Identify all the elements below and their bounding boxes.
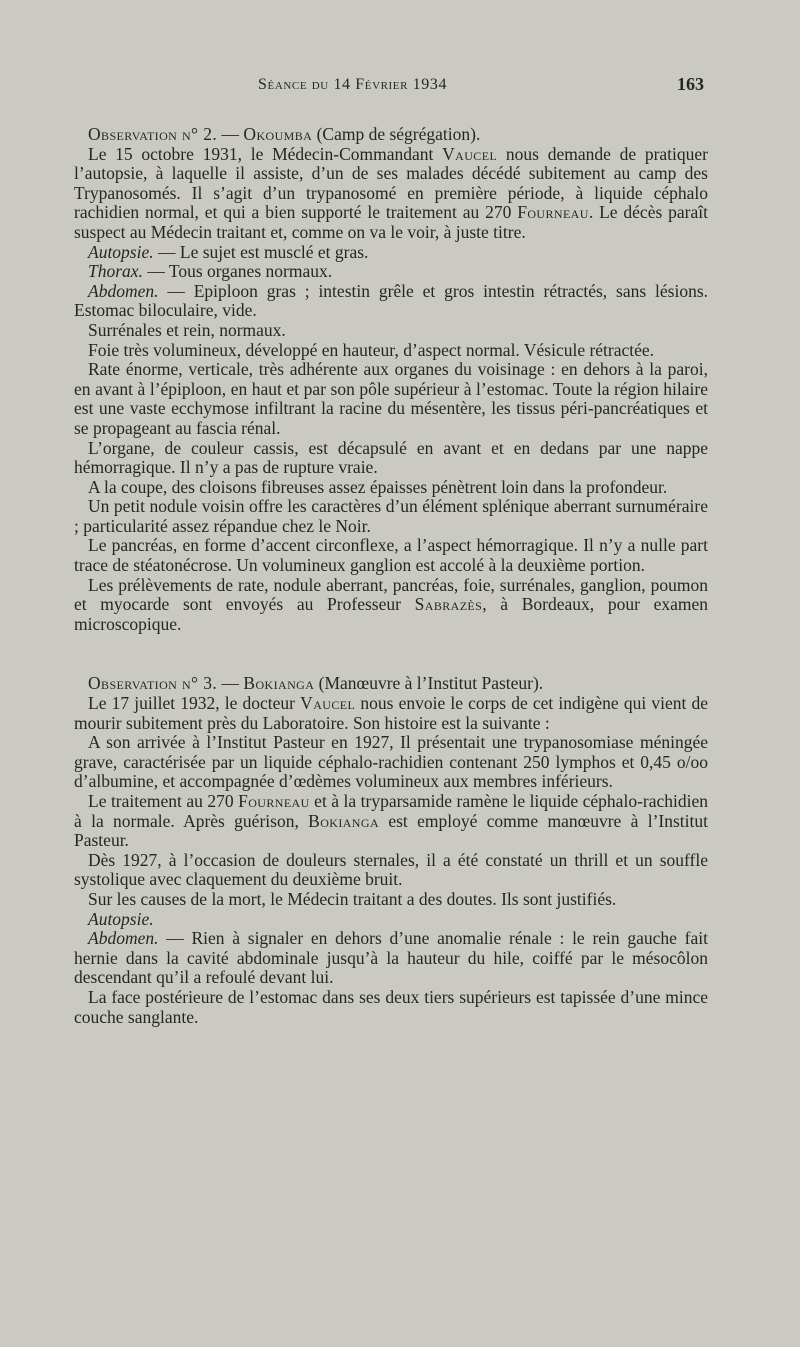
paragraph: Le 17 juillet 1932, le docteur Vaucel nous envoie le corps de cet indigène qui vient de mourir subitement près du Laboratoire. Son histoire est la suivante :	[74, 693, 708, 733]
drug-name: Fourneau	[517, 202, 589, 223]
paragraph: Le traitement au 270 Fourneau et à la tryparsamide ramène le liquide céphalo-rachidien à la normale. Après guérison, Bokianga est employé comme manœuvre à l’Institut Pasteur.	[74, 791, 708, 851]
paragraph: Surrénales et rein, normaux.	[88, 319, 286, 340]
paragraph: A la coupe, des cloisons fibreuses assez épaisses pénètrent loin dans la profondeur.	[88, 476, 668, 497]
paragraph: Rate énorme, verticale, très adhérente aux organes du voisinage : en dehors à la paroi, en avant à l’épiploon, en haut et par son pôle supérieur à l’estomac. Toute la région hilaire est une vaste ecchymose infiltrant la racine du mésentère, les tissus péri-pancréatiques et se propageant au fascia rénal.	[74, 359, 708, 438]
drug-name: Fourneau	[238, 791, 310, 811]
abdomen-paragraph: Abdomen. — Epiploon gras ; intestin grêle et gros intestin rétractés, sans lésions. Estomac biloculaire, vide.	[74, 280, 708, 321]
observation-label: Observation n° 3.	[88, 673, 218, 694]
paragraph: A son arrivée à l’Institut Pasteur en 1927, Il présentait une trypanosomiase méningée grave, caractérisée par un liquide céphalo-rachidien contenant 250 lymphos et 0,45 o/oo d’albumine, et accompagnée d’œdèmes volumineux aux membres inférieurs.	[74, 732, 708, 792]
paragraph: Sur les causes de la mort, le Médecin traitant a des doutes. Ils sont justifiés.	[88, 888, 617, 909]
page-number: 163	[677, 74, 704, 94]
observation-label: Observation n° 2.	[88, 124, 218, 144]
paragraph: Le 15 octobre 1931, le Médecin-Commandant Vaucel nous demande de pratiquer l’autopsie, à laquelle il assiste, d’un de ses malades décédé subitement au camp des Trypanosomés. Il s’agit d’un trypanosomé en première période, à liquide céphalo rachidien normal, et qui a bien supporté le traitement au 270 Fourneau. Le décès paraît suspect au Médecin traitant et, comme on va le voir, à juste titre.	[74, 143, 708, 242]
person-name: Vaucel	[442, 143, 498, 164]
person-name: Vaucel	[300, 693, 356, 714]
paragraph: Le pancréas, en forme d’accent circonflexe, a l’aspect hémorragique. Il n’y a nulle part trace de stéatonécrose. Un volumineux ganglion est accolé à la deuxième portion.	[74, 535, 708, 576]
paragraph: Un petit nodule voisin offre les caractères d’un élément splénique aberrant surnuméraire ; particularité assez répandue chez le Noir.	[74, 496, 708, 536]
section-label: Autopsie.	[88, 908, 154, 929]
autopsie-line	[74, 910, 708, 930]
patient-name: Okoumba	[243, 124, 313, 144]
observation-3-heading: Observation n° 3. — Bokianga (Manœuvre à l’Institut Pasteur).	[88, 673, 544, 694]
paragraph: Les prélèvements de rate, nodule aberrant, pancréas, foie, surrénales, ganglion, poumon et myocarde sont envoyés au Professeur Sabrazès, à Bordeaux, pour examen microscopique.	[74, 574, 709, 634]
patient-name: Bokianga	[308, 810, 380, 831]
section-label: Abdomen.	[88, 928, 159, 949]
patient-name: Bokianga	[243, 673, 315, 694]
paragraph: La face postérieure de l’estomac dans ses deux tiers supérieurs est tapissée d’une mince couche sanglante.	[74, 986, 708, 1027]
section-label: Autopsie.	[88, 241, 154, 262]
section-label: Abdomen.	[88, 280, 159, 301]
person-name: Sabrazès	[414, 594, 483, 615]
page-header	[0, 76, 800, 100]
paragraph: Foie très volumineux, développé en hauteur, d’aspect normal. Vésicule rétractée.	[88, 339, 655, 360]
abdomen-paragraph: Abdomen. — Rien à signaler en dehors d’une anomalie rénale : le rein gauche fait hernie dans la cavité abdominale jusqu’à la hauteur du hile, coiffé par le mésocôlon descendant qu’il a refoulé devant lui.	[74, 928, 708, 988]
autopsie-line: Autopsie. — Le sujet est musclé et gras.	[88, 241, 369, 262]
running-head: Séance du 14 Février 1934	[258, 76, 448, 93]
page-body	[74, 125, 708, 1027]
paragraph: Dès 1927, à l’occasion de douleurs sternales, il a été constaté un thrill et un souffle systolique avec claquement du deuxième bruit.	[74, 849, 708, 890]
section-spacer	[74, 634, 708, 674]
paragraph: L’organe, de couleur cassis, est décapsulé en avant et en dedans par une nappe hémorragique. Il n’y a pas de rupture vraie.	[74, 437, 708, 478]
section-label: Thorax.	[88, 261, 143, 282]
observation-2-heading: Observation n° 2. — Okoumba (Camp de ségrégation).	[88, 124, 481, 144]
thorax-line: Thorax. — Tous organes normaux.	[88, 261, 333, 282]
